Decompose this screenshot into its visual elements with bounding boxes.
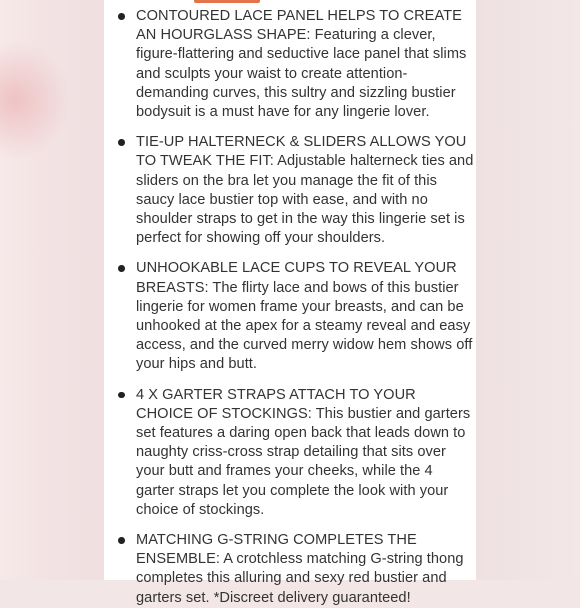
feature-bullet-text: CONTOURED LACE PANEL HELPS TO CREATE AN HOURGLASS SHAPE: Featuring a clever, figure-flattering and seductive lace panel that slims and sculpts your waist to create attention-demanding curves, this sultry and sizzling bustier bodysuit is a must have for any lingerie lover. bbox=[136, 8, 467, 121]
bullet-dot-icon bbox=[118, 392, 125, 399]
feature-bullet bbox=[104, 133, 476, 248]
bullet-dot-icon bbox=[118, 265, 125, 272]
product-description-card bbox=[104, 0, 476, 606]
feature-bullet-list bbox=[104, 7, 476, 608]
feature-bullet-text: UNHOOKABLE LACE CUPS TO REVEAL YOUR BREASTS: The flirty lace and bows of this bustier lingerie for women frame your breasts, and can be unhooked at the apex for a steamy reveal and easy access, and the curved merry widow hem shows off your hips and butt. bbox=[136, 260, 473, 373]
accent-tab-indicator bbox=[194, 0, 260, 3]
feature-bullet-text: MATCHING G-STRING COMPLETES THE ENSEMBLE: A crotchless matching G-string thong completes this alluring and sexy red bustier and garters set. *Discreet delivery guaranteed! bbox=[136, 532, 464, 606]
feature-bullet bbox=[104, 386, 476, 520]
feature-bullet bbox=[104, 7, 476, 122]
blurred-right-edge bbox=[476, 0, 580, 580]
blurred-left-edge bbox=[0, 0, 104, 580]
bullet-dot-icon bbox=[118, 13, 125, 20]
bullet-dot-icon bbox=[118, 139, 125, 146]
feature-bullet-text: 4 X GARTER STRAPS ATTACH TO YOUR CHOICE OF STOCKINGS: This bustier and garters set features a daring open back that leads down to naughty criss-cross strap detailing that sits over your butt and frames your cheeks, while the 4 garter straps let you complete the look with your choice of stockings. bbox=[136, 386, 471, 518]
feature-bullet bbox=[104, 531, 476, 608]
bullet-dot-icon bbox=[118, 537, 125, 544]
feature-bullet bbox=[104, 259, 476, 374]
feature-bullet-text: TIE-UP HALTERNECK & SLIDERS ALLOWS YOU TO TWEAK THE FIT: Adjustable halterneck ties and sliders on the bra let you manage the fit of this saucy lace bustier top with ease, and with no shoulder straps to get in the way this lingerie set is perfect for showing off your shoulders. bbox=[136, 134, 474, 247]
